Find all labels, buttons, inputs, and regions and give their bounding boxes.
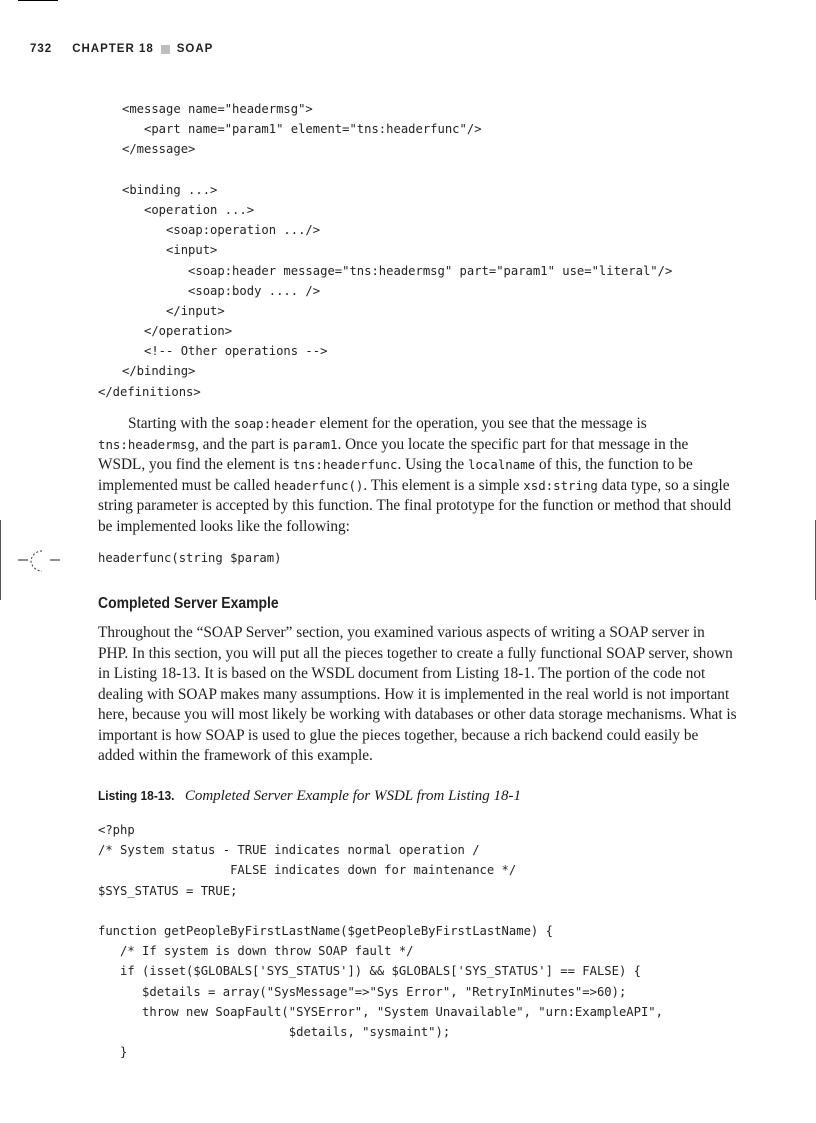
code-line: </binding> [122, 364, 196, 379]
code-line: /* System status - TRUE indicates normal operation / [98, 843, 480, 858]
code-line: <soap:operation .../> [122, 223, 321, 238]
registration-mark-icon [16, 548, 64, 574]
code-line: $details, "sysmaint"); [98, 1024, 451, 1039]
code-line: } [98, 1045, 128, 1060]
code-block-php [98, 820, 663, 1062]
paragraph-soap-header [98, 414, 738, 537]
text-run: data type, so a single string parameter is accepted by this function. The final prototype for the function or method that should be implemented looks like the following: [98, 476, 732, 535]
inline-code: localname [467, 457, 536, 472]
code-line: <soap:header message="tns:headermsg" part="param1" use="literal"/> [122, 263, 673, 278]
inline-code: tns:headermsg [98, 436, 195, 452]
code-line: $details = array("SysMessage"=>"Sys Error", "RetryInMinutes"=>60); [98, 984, 627, 999]
code-line: <!-- Other operations --> [122, 344, 328, 359]
paragraph-completed-server: Throughout the “SOAP Server” section, you examined various aspects of writing a SOAP server in PHP. In this section, you will put all the pieces together to create a fully functional SOAP server, shown in Listing 18-13. It is based on the WSDL document from Listing 18-1. The portion of the code not dealing with SOAP makes many assumptions. How it is implemented in the real world is not important here, because you will most likely be working with databases or other data storage mechanisms. What is important is how SOAP is used to glue the pieces together, because a rich backend could easily be added within the framework of this example. [98, 624, 737, 764]
code-line: function getPeopleByFirstLastName($getPeopleByFirstLastName) { [98, 923, 553, 938]
code-line: <message name="headermsg"> [122, 102, 313, 116]
code-line: <?php [98, 823, 135, 837]
code-line [98, 901, 663, 921]
text-run: of this, the function to be implemented must be called [98, 456, 693, 494]
section-heading: Completed Server Example [98, 595, 279, 612]
chapter-label: CHAPTER 18 [72, 43, 154, 55]
inline-code: soap:header [233, 416, 316, 431]
header-separator [161, 45, 170, 54]
code-line: <binding ...> [122, 182, 218, 197]
code-line-definitions-end [98, 382, 201, 402]
code-line: </message> [122, 142, 196, 157]
top-rule [18, 0, 58, 1]
code-line: <operation ...> [122, 202, 255, 217]
text-run: . Once you locate the specific part for that message in the WSDL, you find the element is [98, 435, 689, 473]
code-line: headerfunc(string $param) [98, 551, 282, 565]
text-run: Starting with the [128, 415, 234, 432]
inline-code: headerfunc() [273, 477, 364, 493]
code-line: </input> [122, 303, 225, 318]
text-run: . Using the [397, 456, 468, 473]
text-run: , and the part is [194, 435, 293, 453]
text-run: . This element is a simple [363, 476, 524, 494]
code-line: if (isset($GLOBALS['SYS_STATUS']) && $GLOBALS['SYS_STATUS'] == FALSE) { [98, 964, 641, 979]
section-label: SOAP [176, 43, 214, 55]
code-line: FALSE indicates down for maintenance */ [98, 863, 517, 878]
text-run: element for the operation, you see that the message is [315, 415, 647, 432]
page-number: 732 [30, 43, 53, 55]
crop-line-left [0, 520, 1, 600]
listing-title: Completed Server Example for WSDL from Listing 18-1 [184, 788, 522, 804]
code-line: $SYS_STATUS = TRUE; [98, 883, 238, 898]
code-block-wsdl [122, 99, 672, 382]
code-line [122, 160, 672, 180]
inline-code: tns:headerfunc [293, 457, 398, 472]
code-prototype [98, 548, 281, 568]
code-line: </operation> [122, 324, 233, 339]
code-line: </definitions> [98, 385, 201, 399]
listing-label: Listing 18-13. [98, 788, 175, 803]
code-line: throw new SoapFault("SYSError", "System Unavailable", "urn:ExampleAPI", [98, 1004, 663, 1019]
listing-caption [98, 788, 521, 805]
inline-code: param1 [292, 436, 338, 452]
code-line: /* If system is down throw SOAP fault */ [98, 944, 414, 959]
inline-code: xsd:string [523, 477, 598, 493]
code-line: <part name="param1" element="tns:headerfunc"/> [122, 122, 482, 137]
code-line: <input> [122, 243, 218, 258]
running-header [30, 43, 213, 55]
code-line: <soap:body .... /> [122, 283, 321, 298]
